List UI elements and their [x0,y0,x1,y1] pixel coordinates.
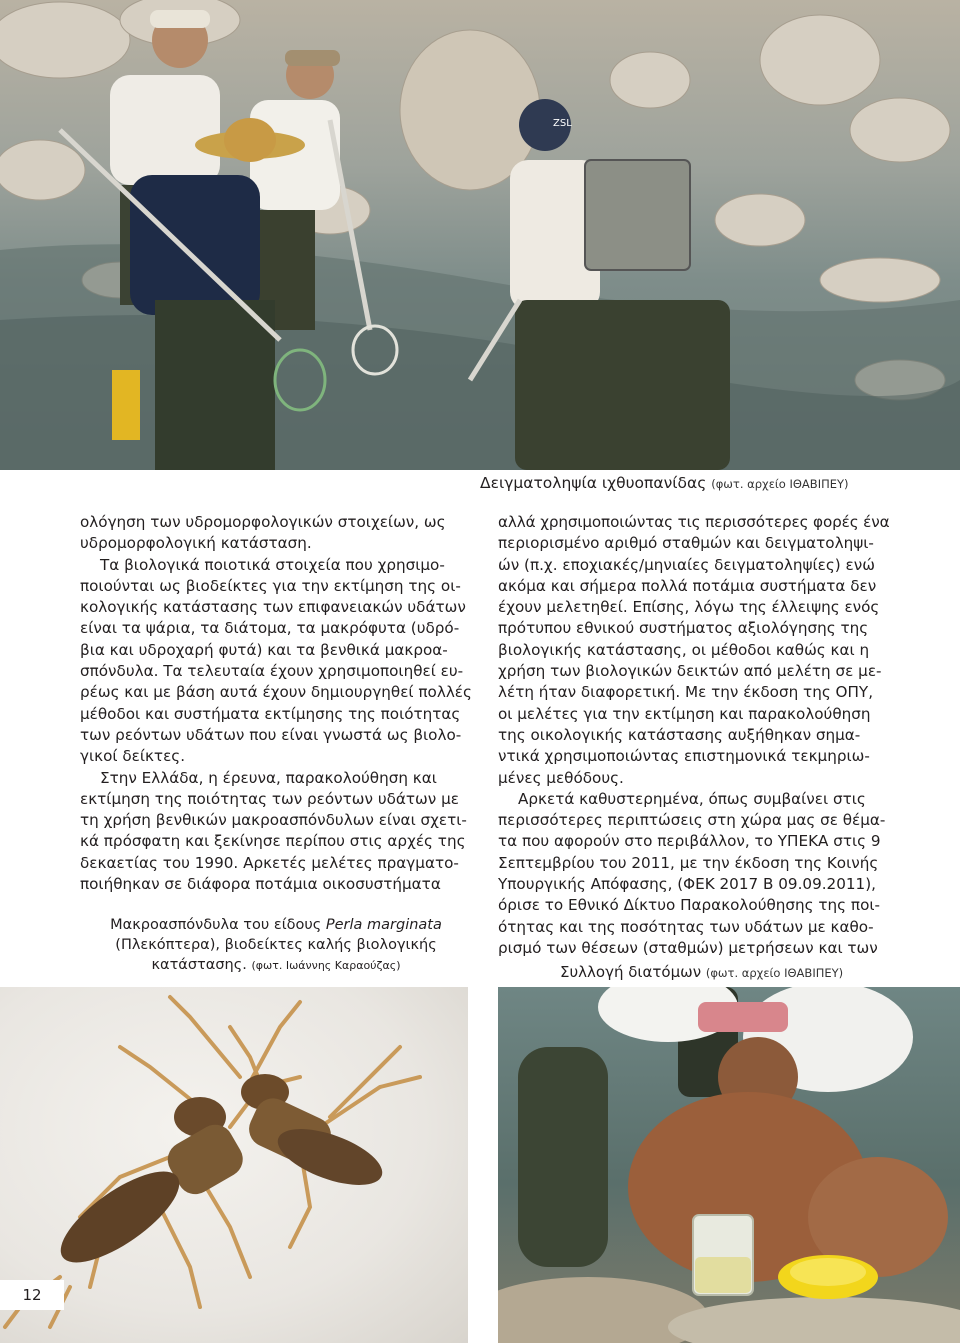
cap-logo: ZSL [553,118,572,129]
text-line: ποιήθηκαν σε διάφορα ποτάμια οικοσυστήματα [80,875,441,894]
caption-text: κατάστασης. [151,957,247,973]
text-line: βιολογικής κατάστασης, οι μέθοδοι καθώς και η [498,640,870,659]
insect-caption-line3 [80,955,472,976]
stonefly-illustration [0,987,468,1343]
text-line: είναι τα ψάρια, τα διάτομα, τα μακρόφυτα (υδρό- [80,619,460,638]
text-line: ών (π.χ. εποχιακές/μηνιαίες δειγματοληψίες) ενώ [498,555,875,574]
text-line: ποιούνται ως βιοδείκτες για την εκτίμηση της οι- [80,576,461,595]
caption-text: Δειγματοληψία ιχθυοπανίδας [480,474,707,492]
right-text-column [498,512,890,959]
caption-credit: (φωτ. αρχείο ΙΘΑΒΙΠΕΥ) [705,966,844,980]
text-line: Στην Ελλάδα, η έρευνα, παρακολούθηση και [100,768,437,787]
text-line: Σεπτεμβρίου του 2011, με την έκδοση της Κοινής [498,853,879,872]
insect-caption-line2: (Πλεκόπτερα), βιοδείκτες καλής βιολογικής [115,937,437,953]
text-line: όρισε το Εθνικό Δίκτυο Παρακολούθησης της ποι- [498,896,880,915]
caption-prefix: Μακροασπόνδυλα του είδους [110,917,326,933]
caption-credit: (φωτ. αρχείο ΙΘΑΒΙΠΕΥ) [711,477,849,491]
text-line: πρότυπου εθνικού συστήματος αξιολόγησης της [498,619,869,638]
text-line: κά πρόσφατη και ξεκίνησε περίπου στις αρχές της [80,832,466,851]
text-line: σπόνδυλα. Τα τελευταία έχουν χρησιμοποιηθεί ευ- [80,662,464,681]
text-line: της οικολογικής κατάστασης αυξήθηκαν σημα- [498,725,861,744]
text-line: μέθοδοι και συστήματα εκτίμησης της ποιότητας [80,704,461,723]
insect-caption-line1 [80,915,472,935]
text-line: ακόμα και σήμερα πολλά ποτάμια συστήματα δεν [498,576,877,595]
text-line: ότητας και της ποσότητας των υδάτων με καθο- [498,917,874,936]
text-line: των ρεόντων υδάτων που είναι γνωστά ως βιολο- [80,725,462,744]
text-line: δεκαετίας του 1990. Αρκετές μελέτες πραγματο- [80,853,459,872]
page-number: 12 [0,1280,64,1310]
text-line: Αρκετά καθυστερημένα, όπως συμβαίνει στις [518,789,866,808]
text-line: ολόγηση των υδρομορφολογικών στοιχείων, ως [80,513,446,531]
text-line: τη χρήση βενθικών μακροασπόνδυλων είναι σχετι- [80,811,467,830]
caption-text: Συλλογή διατόμων [560,963,702,981]
text-line: χρήση των βιολογικών δεικτών από μελέτη σε με- [498,662,882,681]
text-line: αλλά χρησιμοποιώντας τις περισσότερες φορές ένα [498,513,890,531]
fish-sampling-photo [0,0,960,470]
diatom-caption [560,963,843,981]
text-line: οι μελέτες για την εκτίμηση και παρακολούθηση [498,704,871,723]
text-line: ρισμό των θέσεων (σταθμών) μετρήσεων και των [498,938,878,957]
species-name: Perla marginata [325,917,442,933]
text-line: εκτίμηση της ποιότητας των ρεόντων υδάτων με [80,789,459,808]
text-line: Υπουργικής Απόφασης, (ΦΕΚ 2017 Β 09.09.2011), [498,875,876,894]
fish-sampling-caption [480,474,849,492]
text-line: ρέως και με βάση αυτά έχουν δημιουργηθεί πολλές [80,683,472,702]
text-line: Τα βιολογικά ποιοτικά στοιχεία που χρησιμο- [100,555,445,574]
left-text-column [80,512,472,895]
text-line: κολογικής κατάστασης των επιφανειακών υδάτων [80,598,466,617]
stonefly-photo [0,987,468,1343]
text-line: τα που αφορούν στο περιβάλλον, το ΥΠΕΚΑ στις 9 [498,832,881,851]
text-line: υδρομορφολογική κατάσταση. [80,534,312,553]
caption-credit: (φωτ. Ιωάννης Καραούζας) [251,959,401,972]
diatom-collection-photo [498,987,960,1343]
text-line: βια και υδροχαρή φυτά) και τα βενθικά μακροα- [80,640,448,659]
text-line: γικοί δείκτες. [80,747,186,766]
text-line: μένες μεθόδους. [498,768,624,787]
insect-caption [80,915,472,976]
diatom-collection-illustration [498,987,960,1343]
text-line: έχουν μελετηθεί. Επίσης, λόγω της έλλειψης ενός [498,598,880,617]
text-line: περιορισμένο αριθμό σταθμών και δειγματοληψι- [498,534,874,553]
text-line: ντικά χρησιμοποιώντας επιστημονικά τεκμηριω- [498,747,870,766]
fish-sampling-illustration [0,0,960,470]
text-line: λέτη ήταν διαφορετική. Με την έκδοση της ΟΠΥ, [498,683,874,702]
text-line: περισσότερες περιπτώσεις στη χώρα μας σε θέμα- [498,811,886,830]
